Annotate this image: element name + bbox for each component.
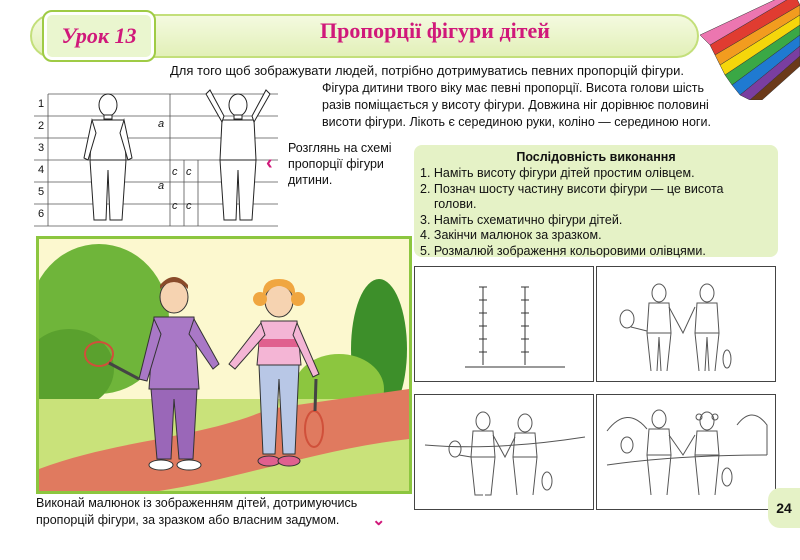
step-thumbnail-3 — [414, 394, 594, 510]
step-item: 5. Розмалюй зображення кольоровими олівцями. — [420, 243, 706, 258]
step-item: 2. Познач шосту частину висоти фігури — це висота — [420, 181, 724, 196]
description-line-2: разів поміщається у висоту фігури. Довжина ніг дорівнює половині — [322, 98, 709, 112]
proportion-scheme — [34, 88, 278, 230]
row-number-3: 3 — [38, 142, 45, 154]
children-illustration — [36, 236, 412, 494]
page-number-label: 24 — [776, 500, 792, 516]
label-c-1: c — [172, 166, 178, 178]
task-line-2: пропорцій фігури, за зразком або власним задумом. — [36, 513, 340, 527]
pencils-decoration — [690, 0, 800, 100]
label-c-4: c — [186, 200, 192, 212]
hint-line-2: пропорції фігури — [288, 157, 384, 171]
step-thumbnail-1 — [414, 266, 594, 382]
scheme-hint — [288, 140, 408, 188]
row-number-1: 1 — [38, 98, 45, 110]
step-item: голови. — [434, 197, 477, 211]
steps-title: Послідовність виконання — [516, 150, 676, 164]
label-c-3: c — [172, 200, 178, 212]
chevron-down-icon: ⌄ — [372, 512, 386, 529]
lesson-number: Урок 13 — [61, 23, 137, 48]
row-number-6: 6 — [38, 208, 45, 220]
step-thumbnail-4 — [596, 394, 776, 510]
description-line-3: висоти фігури. Лікоть є серединою руки, коліно — серединою ноги. — [322, 115, 711, 129]
task-line-1: Виконай малюнок із зображенням дітей, дотримуючись — [36, 496, 358, 510]
label-a-lower: a — [158, 180, 165, 192]
hint-line-1: Розглянь на схемі — [288, 141, 392, 155]
lesson-badge — [42, 10, 156, 62]
step-thumbnail-2 — [596, 266, 776, 382]
chevron-left-icon: ‹ — [266, 152, 273, 174]
label-c-2: c — [186, 166, 192, 178]
page-number — [768, 488, 800, 528]
step-item: 1. Наміть висоту фігури дітей простим олівцем. — [420, 166, 695, 180]
task-text — [36, 495, 416, 529]
row-number-4: 4 — [38, 164, 45, 176]
row-number-5: 5 — [38, 186, 45, 198]
description-line-1: Фігура дитини твого віку має певні пропорції. Висота голови шість — [322, 81, 705, 95]
intro-text: Для того щоб зображувати людей, потрібно дотримуватись певних пропорцій фігури. — [170, 63, 684, 78]
step-item: 4. Закінчи малюнок за зразком. — [420, 228, 602, 242]
label-a-upper: a — [158, 118, 165, 130]
steps-list — [420, 166, 780, 259]
hint-line-3: дитини. — [288, 173, 333, 187]
row-number-2: 2 — [38, 120, 45, 132]
page-title: Пропорції фігури дітей — [320, 18, 550, 43]
step-item: 3. Наміть схематично фігури дітей. — [420, 212, 623, 227]
